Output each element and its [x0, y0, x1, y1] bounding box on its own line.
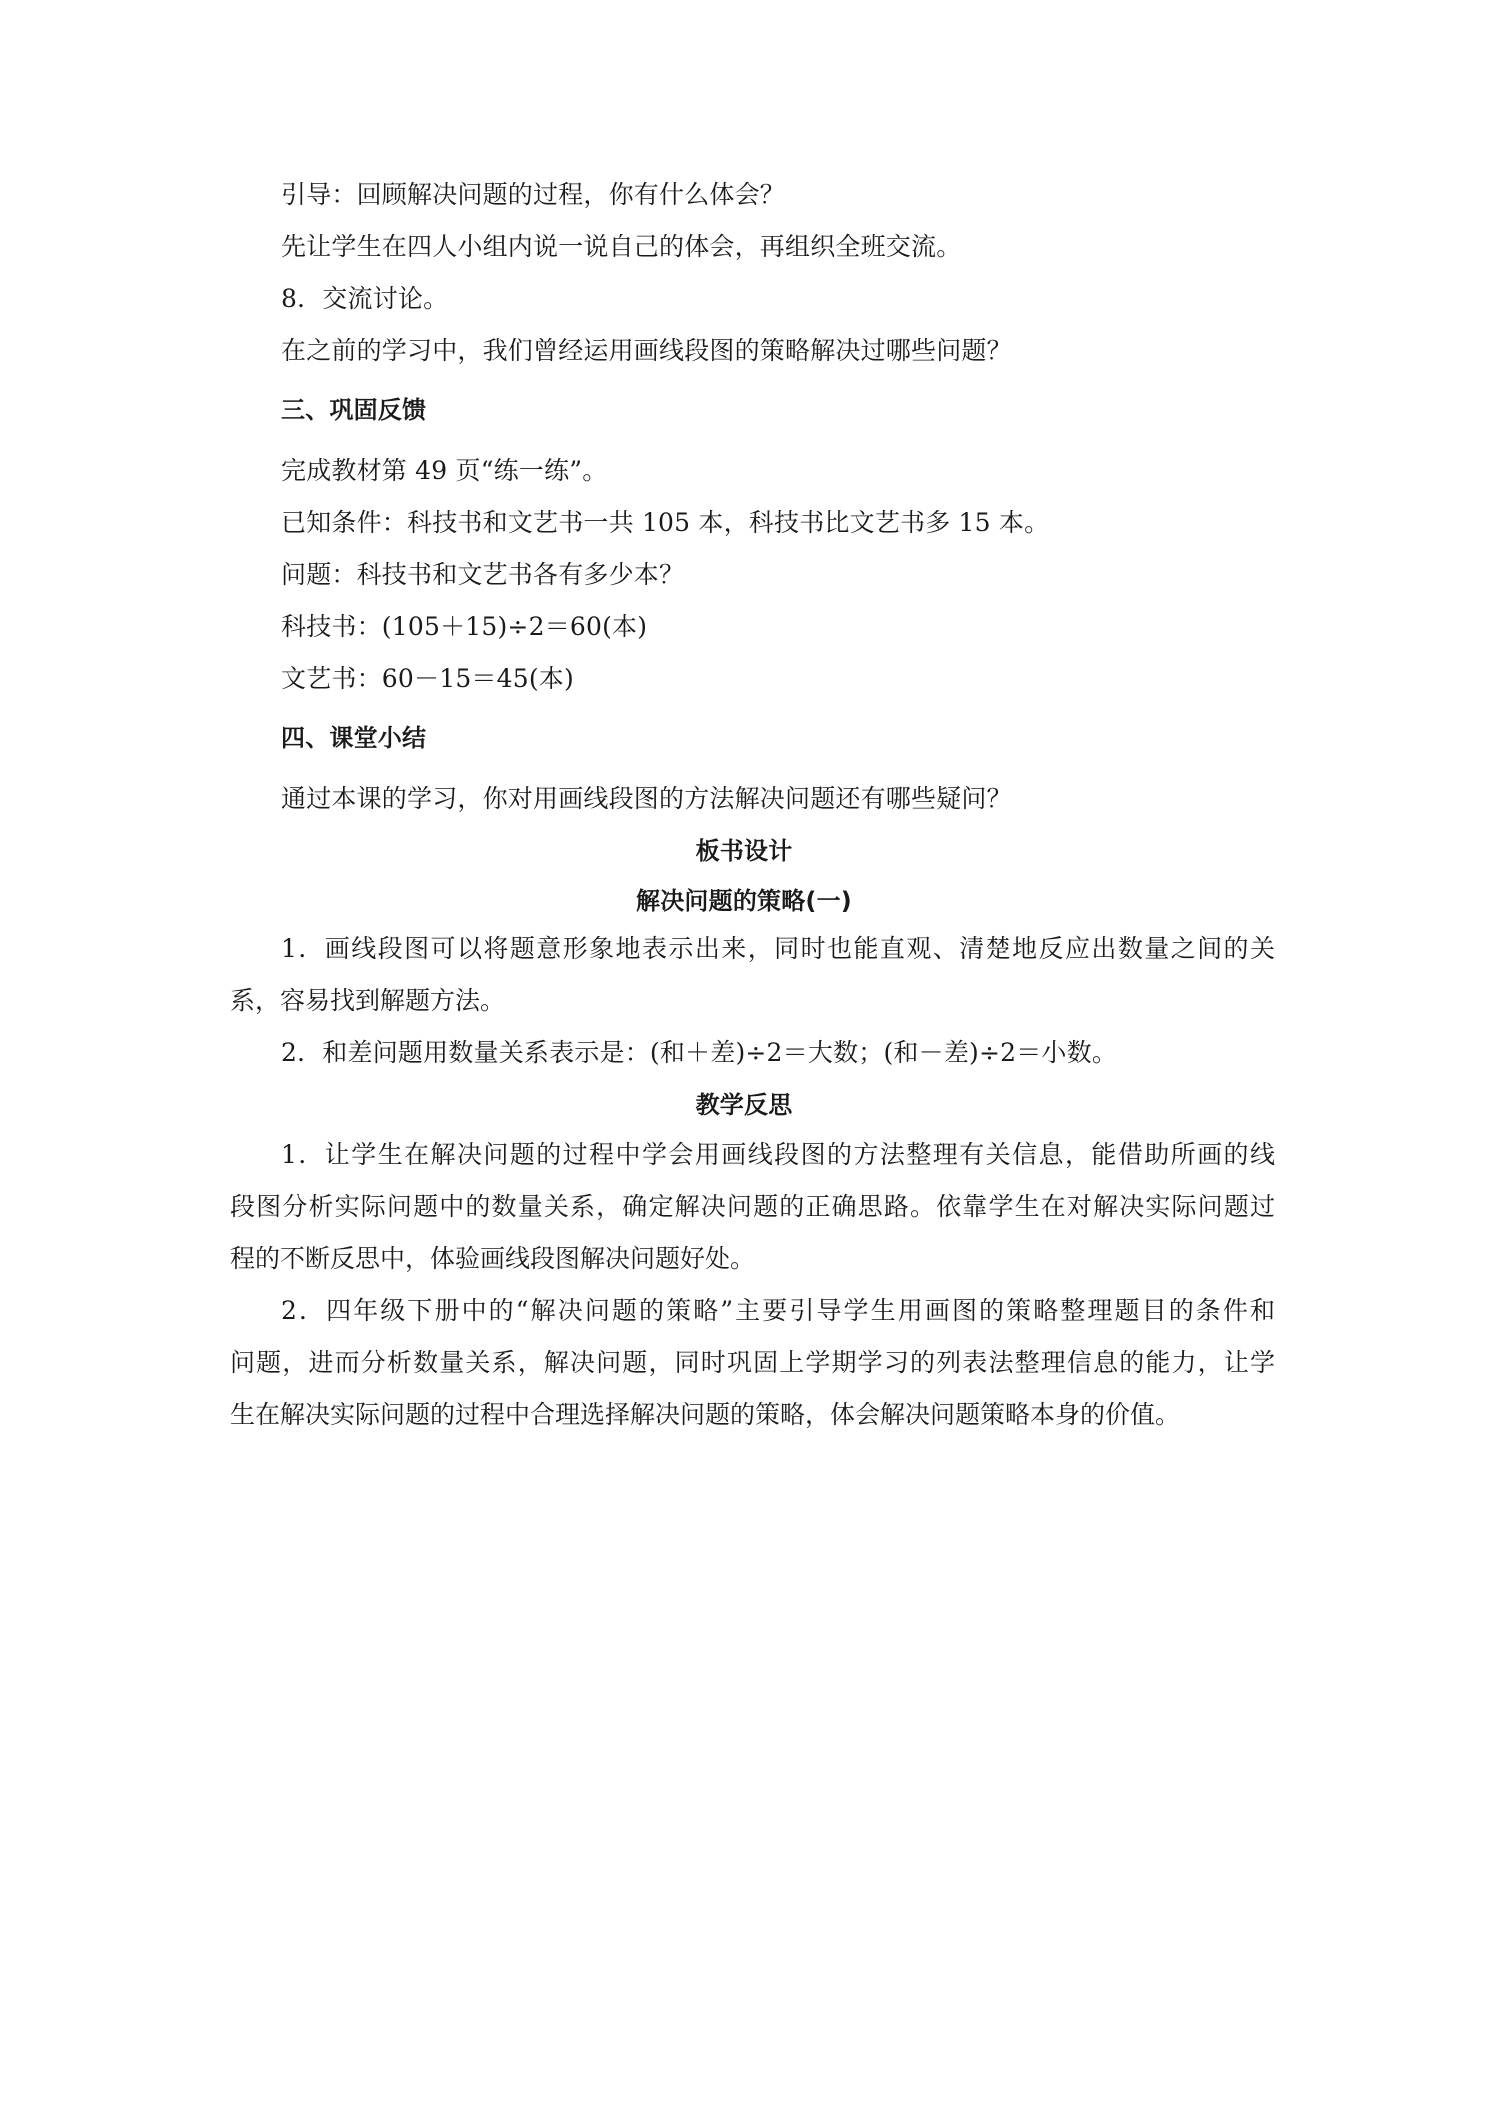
- reflection-paragraph-2: [230, 1294, 1275, 1450]
- reflection-paragraph-2-line-3: 生在解决实际问题的过程中合理选择解决问题的策略，体会解决问题策略本身的价值。: [230, 1400, 1181, 1429]
- reflection-paragraph-1: [230, 1138, 1275, 1294]
- guide-question: 引导：回顾解决问题的过程，你有什么体会？: [281, 180, 786, 209]
- teaching-reflection-title: 教学反思: [695, 1091, 793, 1119]
- step-8-heading: 8．交流讨论。: [281, 284, 449, 313]
- reflection-paragraph-2-line-1: 2．四年级下册中的“解决问题的策略”主要引导学生用画图的策略整理题目的条件和: [281, 1296, 1275, 1325]
- board-design-subtitle: 解决问题的策略(一): [636, 887, 852, 915]
- reflection-paragraph-1-line-3: 程的不断反思中，体验画线段图解决问题好处。: [230, 1244, 756, 1273]
- reflection-paragraph-2-line-2: 问题，进而分析数量关系，解决问题，同时巩固上学期学习的列表法整理信息的能力，让学: [230, 1348, 1275, 1377]
- previous-learning-question: 在之前的学习中，我们曾经运用画线段图的策略解决过哪些问题？: [281, 336, 1012, 365]
- science-books-calculation: 科技书：(105＋15)÷2＝60(本): [281, 612, 648, 641]
- problem-text: 问题：科技书和文艺书各有多少本？: [281, 560, 685, 589]
- board-paragraph-1: [230, 932, 1275, 1036]
- board-paragraph-2: 2．和差问题用数量关系表示是：(和＋差)÷2＝大数；(和－差)÷2＝小数。: [281, 1038, 1118, 1067]
- known-conditions-text: 已知条件：科技书和文艺书一共 105 本，科技书比文艺书多 15 本。: [281, 508, 1050, 537]
- reflection-paragraph-1-line-1: 1．让学生在解决问题的过程中学会用画线段图的方法整理有关信息，能借助所画的线: [281, 1140, 1275, 1169]
- board-design-title: 板书设计: [695, 837, 793, 865]
- literature-books-calculation: 文艺书：60－15＝45(本): [281, 664, 574, 693]
- section-4-heading: 四、课堂小结: [281, 724, 427, 752]
- reflection-paragraph-1-line-2: 段图分析实际问题中的数量关系，确定解决问题的正确思路。依靠学生在对解决实际问题过: [230, 1192, 1275, 1221]
- textbook-exercise-text: 完成教材第 49 页“练一练”。: [281, 456, 608, 485]
- board-paragraph-1-line-1: 1．画线段图可以将题意形象地表示出来，同时也能直观、清楚地反应出数量之间的关: [281, 934, 1275, 963]
- section-3-heading: 三、巩固反馈: [281, 396, 427, 424]
- group-discussion-text: 先让学生在四人小组内说一说自己的体会，再组织全班交流。: [281, 232, 962, 261]
- board-paragraph-1-line-2: 系，容易找到解题方法。: [230, 986, 506, 1015]
- summary-question: 通过本课的学习，你对用画线段图的方法解决问题还有哪些疑问？: [281, 784, 1012, 813]
